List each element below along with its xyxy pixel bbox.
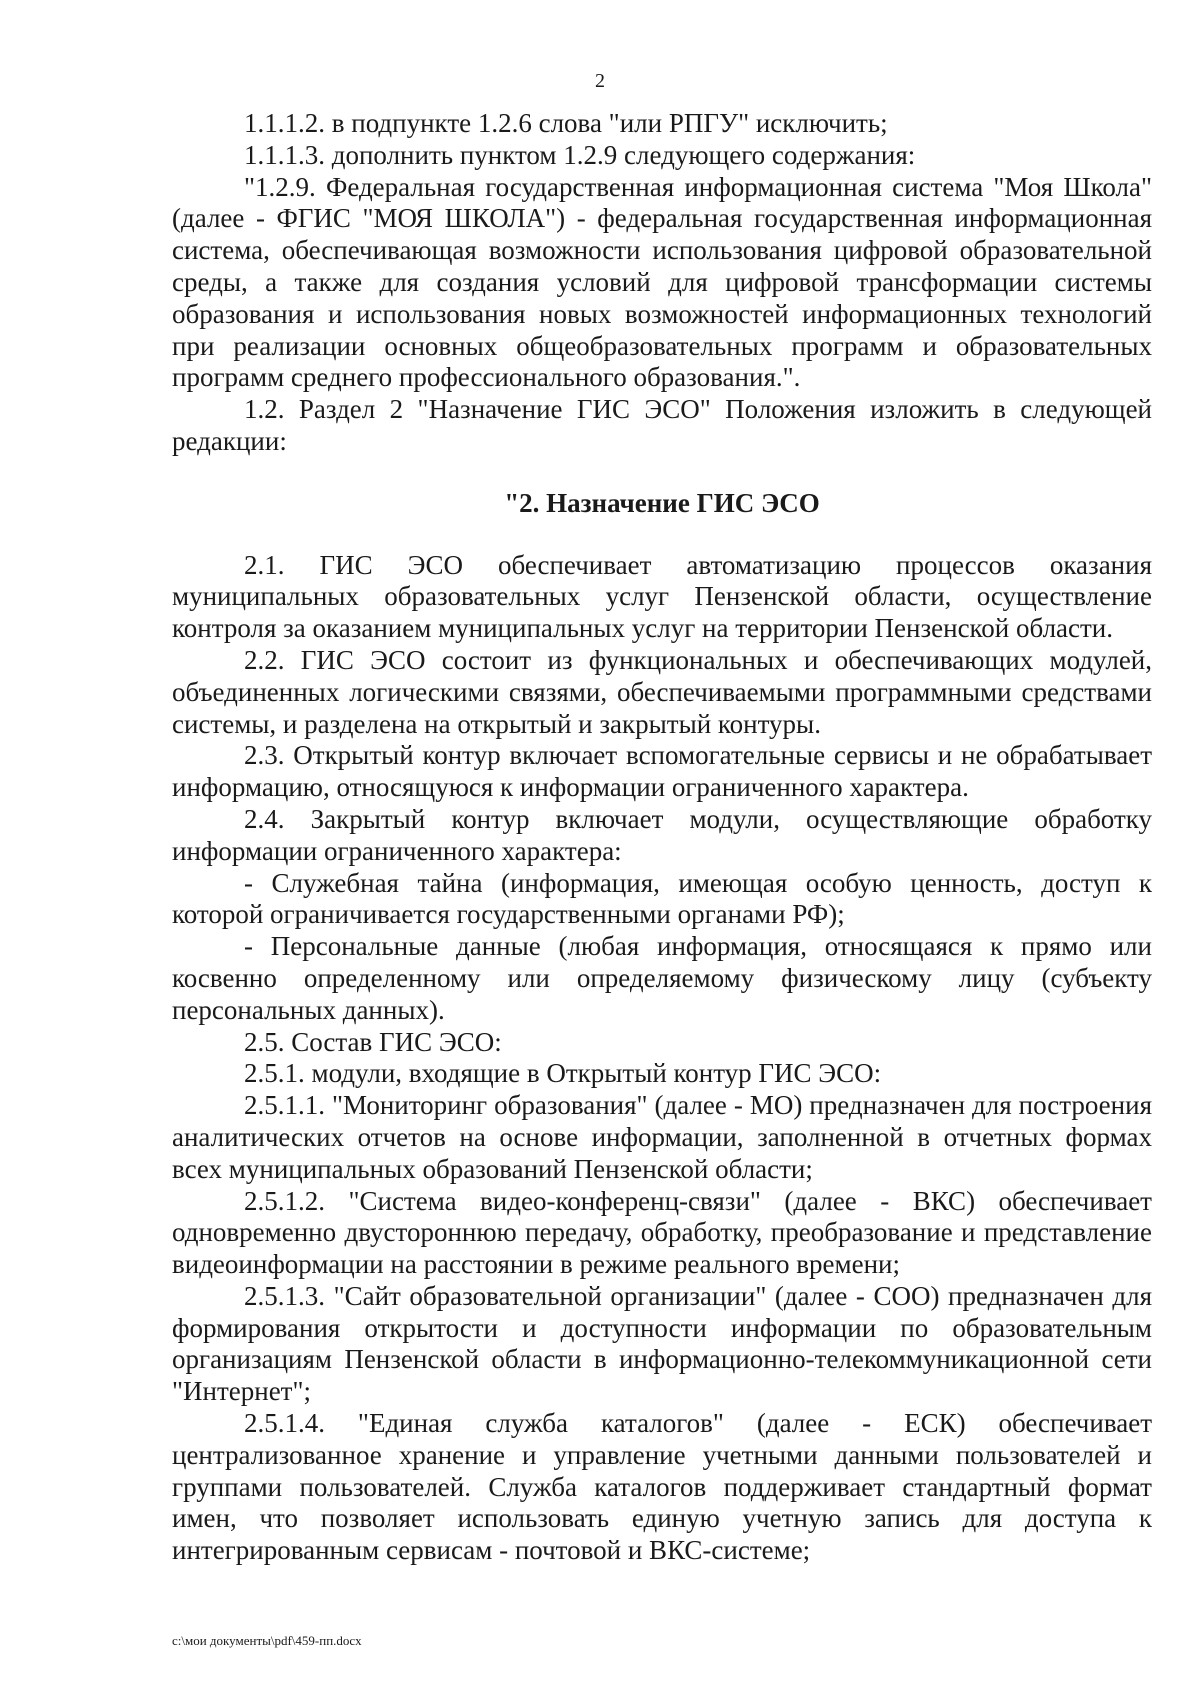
- paragraph: - Служебная тайна (информация, имеющая особую ценность, доступ к которой ограничивается государственными органами РФ);: [172, 867, 1152, 930]
- paragraph: 2.2. ГИС ЭСО состоит из функциональных и обеспечивающих модулей, объединенных логическими связями, обеспечиваемыми программными средствами системы, и разделена на открытый и закрытый контуры.: [172, 644, 1152, 739]
- paragraph: "1.2.9. Федеральная государственная информационная система "Моя Школа" (далее - ФГИС "МОЯ ШКОЛА") - федеральная государственная информационная система, обеспечивающая возможности использования цифровой образовательной среды, а также для создания условий для цифровой трансформации системы образования и использования новых возможностей информационных технологий при реализации основных общеобразовательных программ и образовательных программ среднего профессионального образования.".: [172, 171, 1152, 393]
- page-number: 2: [595, 70, 605, 92]
- paragraph: 2.5.1.1. "Мониторинг образования" (далее - МО) предназначен для построения аналитических отчетов на основе информации, заполненной в отчетных формах всех муниципальных образований Пензенской области;: [172, 1090, 1152, 1184]
- footer-file-path: c:\мои документы\pdf\459-пп.docx: [172, 1633, 362, 1648]
- section-heading: "2. Назначение ГИС ЭСО: [504, 487, 820, 518]
- paragraph: 2.4. Закрытый контур включает модули, осуществляющие обработку информации ограниченного характера:: [172, 803, 1152, 866]
- paragraph: 2.3. Открытый контур включает вспомогательные сервисы и не обрабатывает информацию, относящуюся к информации ограниченного характера.: [172, 740, 1152, 803]
- paragraph: 2.5.1.3. "Сайт образовательной организации" (далее - СОО) предназначен для формирования открытости и доступности информации по образовательным организациям Пензенской области в информационно-телекоммуникационной сети "Интернет";: [172, 1280, 1152, 1407]
- paragraph: 2.5.1.2. "Система видео-конференц-связи" (далее - ВКС) обеспечивает одновременно двустороннюю передачу, обработку, преобразование и представление видеоинформации на расстоянии в режиме реального времени;: [172, 1185, 1152, 1280]
- paragraph: - Персональные данные (любая информация, относящаяся к прямо или косвенно определенному или определяемому физическому лицу (субъекту персональных данных).: [172, 931, 1152, 1025]
- paragraph: 2.1. ГИС ЭСО обеспечивает автоматизацию процессов оказания муниципальных образовательных услуг Пензенской области, осуществление контроля за оказанием муниципальных услуг на территории Пензенской области.: [172, 549, 1152, 644]
- paragraph: 2.5.1.4. "Единая служба каталогов" (далее - ЕСК) обеспечивает централизованное хранение и управление учетными данными пользователей и группами пользователей. Служба каталогов поддерживает стандартный формат имен, что позволяет использовать единую учетную запись для доступа к интегрированным сервисам - почтовой и ВКС-системе;: [172, 1408, 1152, 1566]
- paragraph: 2.5. Состав ГИС ЭСО:: [244, 1026, 502, 1057]
- paragraph: 1.1.1.3. дополнить пунктом 1.2.9 следующего содержания:: [244, 139, 916, 170]
- paragraph: 2.5.1. модули, входящие в Открытый контур ГИС ЭСО:: [244, 1058, 882, 1089]
- paragraph: 1.1.1.2. в подпункте 1.2.6 слова "или РПГУ" исключить;: [244, 108, 888, 138]
- document-body: [172, 108, 1152, 1567]
- paragraph: 1.2. Раздел 2 "Назначение ГИС ЭСО" Положения изложить в следующей редакции:: [172, 394, 1152, 456]
